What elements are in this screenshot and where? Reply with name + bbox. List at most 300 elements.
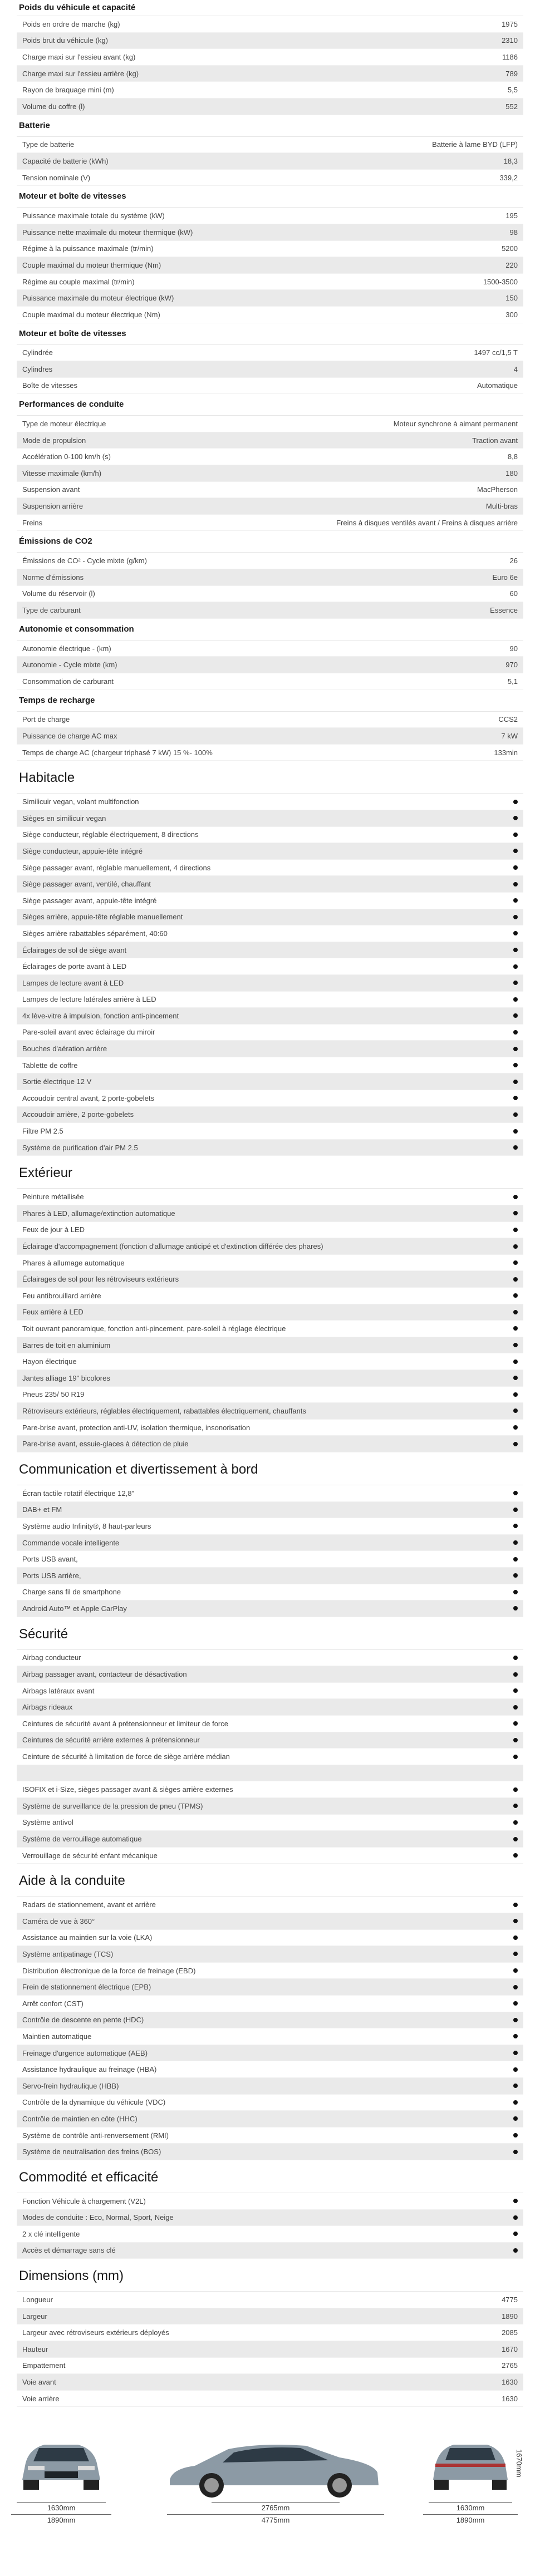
feature-row [17, 1238, 523, 1255]
section-11 [0, 1617, 540, 1864]
row-value: CCS2 [498, 715, 518, 724]
feature-row [17, 1979, 523, 1996]
section-rows [17, 1896, 523, 2160]
spec-row [17, 482, 523, 499]
row-label: Sortie électrique 12 V [22, 1077, 92, 1086]
row-label: Éclairages de porte avant à LED [22, 962, 127, 971]
row-label: Largeur [22, 2312, 47, 2321]
row-label: Airbag conducteur [22, 1653, 81, 1662]
row-label: Frein de stationnement électrique (EPB) [22, 1983, 151, 1992]
row-value: 26 [509, 556, 518, 565]
included-dot-icon [513, 2100, 518, 2105]
row-label: Puissance maximale totale du système (kW) [22, 211, 165, 220]
row-label: 4x lève-vitre à impulsion, fonction anti-pincement [22, 1011, 179, 1020]
included-dot-icon [513, 1755, 518, 1759]
row-value: 8,8 [507, 452, 518, 461]
wheelbase-dimension: 2765mm [261, 2504, 290, 2513]
spec-row [17, 2358, 523, 2375]
row-label: Freinage d'urgence automatique (AEB) [22, 2048, 148, 2057]
feature-row [17, 2095, 523, 2111]
spec-row [17, 290, 523, 307]
feature-row [17, 2028, 523, 2045]
row-label: Émissions de CO² - Cycle mixte (g/km) [22, 556, 147, 565]
included-dot-icon [513, 1145, 518, 1150]
row-label: Siège passager avant, réglable manuellement, 4 directions [22, 863, 211, 872]
row-label: Accoudoir arrière, 2 porte-gobelets [22, 1110, 134, 1119]
row-label: Ports USB avant, [22, 1555, 78, 1564]
included-dot-icon [513, 865, 518, 870]
row-label: Feux arrière à LED [22, 1308, 84, 1317]
section-title: Communication et divertissement à bord [19, 1461, 258, 1477]
spec-row [17, 241, 523, 258]
feature-row [17, 1140, 523, 1156]
spec-row [17, 33, 523, 50]
row-label: Éclairages de sol pour les rétroviseurs extérieurs [22, 1275, 179, 1284]
row-label: Système antipatinage (TCS) [22, 1949, 114, 1958]
included-dot-icon [513, 1606, 518, 1610]
section-0 [0, 0, 540, 115]
row-value: 1630 [502, 2394, 518, 2403]
feature-row [17, 1436, 523, 1452]
row-label: Accélération 0-100 km/h (s) [22, 452, 111, 461]
spec-row [17, 498, 523, 515]
feature-row [17, 975, 523, 992]
spec-row [17, 208, 523, 224]
included-dot-icon [513, 1853, 518, 1858]
feature-row [17, 1485, 523, 1502]
spec-row [17, 553, 523, 569]
row-value: Moteur synchrone à aimant permanent [393, 420, 518, 428]
row-label: Poids brut du véhicule (kg) [22, 36, 108, 45]
spec-row [17, 2341, 523, 2358]
feature-row [17, 2061, 523, 2078]
section-4 [0, 394, 540, 531]
row-value: 789 [505, 69, 518, 78]
section-title: Moteur et boîte de vitesses [19, 191, 126, 201]
feature-row [17, 1205, 523, 1222]
row-value: 4775 [502, 2296, 518, 2304]
row-label: Cylindres [22, 365, 53, 373]
row-label: Phares à LED, allumage/extinction automatique [22, 1209, 175, 1218]
section-3 [0, 323, 540, 395]
row-label: Boîte de vitesses [22, 381, 77, 390]
row-label: Pneus 235/ 50 R19 [22, 1390, 85, 1399]
feature-row [17, 1815, 523, 1831]
included-dot-icon [513, 981, 518, 985]
feature-row [17, 1781, 523, 1798]
included-dot-icon [513, 1030, 518, 1035]
row-label: Charge maxi sur l'essieu avant (kg) [22, 52, 136, 61]
row-label: Consommation de carburant [22, 677, 114, 686]
row-value: 5,1 [507, 677, 518, 686]
row-label: Écran tactile rotatif électrique 12,8" [22, 1489, 135, 1498]
height-dimension: 1670mm [515, 2449, 523, 2478]
row-label: Feu antibrouillard arrière [22, 1291, 101, 1300]
included-dot-icon [513, 2133, 518, 2137]
feature-row [17, 843, 523, 860]
feature-row [17, 992, 523, 1008]
row-value: 1975 [502, 19, 518, 28]
feature-row [17, 1057, 523, 1074]
included-dot-icon [513, 1277, 518, 1282]
included-dot-icon [513, 1804, 518, 1808]
row-value: 133min [494, 748, 518, 757]
feature-row [17, 2045, 523, 2062]
row-value: 5,5 [507, 86, 518, 95]
row-label: Bouches d'aération arrière [22, 1045, 107, 1053]
row-value: 339,2 [499, 173, 518, 182]
spec-row [17, 153, 523, 170]
spec-row [17, 82, 523, 98]
row-label: Lampes de lecture avant à LED [22, 978, 124, 987]
feature-row [17, 1337, 523, 1354]
row-label: Système de purification d'air PM 2.5 [22, 1143, 138, 1152]
included-dot-icon [513, 2084, 518, 2088]
section-title: Sécurité [19, 1626, 68, 1642]
included-dot-icon [513, 1590, 518, 1594]
section-7 [0, 690, 540, 761]
section-5 [0, 531, 540, 618]
row-label: Sièges arrière, appuie-tête réglable manuellement [22, 913, 183, 922]
spec-row [17, 224, 523, 241]
row-value: 220 [505, 260, 518, 269]
included-dot-icon [513, 1672, 518, 1677]
feature-row [17, 1930, 523, 1947]
spec-row [17, 2292, 523, 2308]
section-rows [17, 793, 523, 1156]
row-label: Pare-brise avant, essuie-glaces à détection de pluie [22, 1440, 189, 1449]
included-dot-icon [513, 2199, 518, 2203]
spec-row [17, 602, 523, 619]
included-dot-icon [513, 2067, 518, 2072]
feature-row [17, 2243, 523, 2259]
included-dot-icon [513, 1376, 518, 1380]
row-label: Sièges en similicuir vegan [22, 814, 106, 822]
feature-row [17, 1963, 523, 1979]
feature-row [17, 1090, 523, 1107]
included-dot-icon [513, 1260, 518, 1265]
row-label: Contrôle de maintien en côte (HHC) [22, 2114, 138, 2123]
row-label: ISOFIX et i-Size, sièges passager avant & sièges arrière externes [22, 1785, 233, 1794]
section-title: Émissions de CO2 [19, 536, 92, 546]
row-label: DAB+ et FM [22, 1505, 62, 1514]
row-value: 1630 [502, 2378, 518, 2387]
row-value: 1670 [502, 2344, 518, 2353]
feature-row [17, 2193, 523, 2210]
feature-row [17, 1008, 523, 1025]
included-dot-icon [513, 2018, 518, 2022]
row-value: Traction avant [472, 436, 518, 445]
section-title: Temps de recharge [19, 695, 95, 705]
included-dot-icon [513, 915, 518, 919]
feature-row [17, 1535, 523, 1551]
section-title: Autonomie et consommation [19, 624, 134, 634]
included-dot-icon [513, 2116, 518, 2121]
row-label: Couple maximal du moteur thermique (Nm) [22, 260, 161, 269]
feature-row [17, 2111, 523, 2127]
included-dot-icon [513, 849, 518, 853]
row-value: 98 [509, 228, 518, 237]
row-label: Lampes de lecture latérales arrière à LED [22, 995, 156, 1004]
feature-row [17, 1107, 523, 1124]
row-value: 1500-3500 [483, 277, 518, 286]
row-label: Mode de propulsion [22, 436, 86, 445]
section-title: Commodité et efficacité [19, 2169, 159, 2185]
row-label: Rétroviseurs extérieurs, réglables électriquement, rabattables électriquement, chauffants [22, 1406, 306, 1415]
feature-row [17, 1848, 523, 1864]
included-dot-icon [513, 1425, 518, 1430]
row-label: Couple maximal du moteur électrique (Nm) [22, 310, 160, 319]
included-dot-icon [513, 1096, 518, 1100]
row-label: Siège passager avant, ventilé, chauffant [22, 880, 151, 889]
included-dot-icon [513, 1408, 518, 1413]
row-label: Voie arrière [22, 2394, 60, 2403]
feature-row [17, 1518, 523, 1535]
row-label: Contrôle de la dynamique du véhicule (VDC) [22, 2098, 166, 2107]
section-rows [17, 640, 523, 690]
included-dot-icon [513, 948, 518, 952]
wheelbase-line [212, 2502, 340, 2503]
feature-row [17, 1699, 523, 1716]
feature-row [17, 2210, 523, 2227]
row-value: 2085 [502, 2328, 518, 2337]
row-label: Assistance hydraulique au freinage (HBA) [22, 2065, 157, 2074]
feature-row [17, 1222, 523, 1239]
row-label: Charge sans fil de smartphone [22, 1588, 121, 1597]
front-track-dimension: 1630mm [47, 2504, 76, 2513]
row-value: 195 [505, 211, 518, 220]
row-label: Accès et démarrage sans clé [22, 2246, 116, 2255]
rear-track-dimension: 1630mm [456, 2504, 485, 2513]
spec-row [17, 2391, 523, 2407]
included-dot-icon [513, 1013, 518, 1018]
included-dot-icon [513, 1820, 518, 1825]
row-label: Siège conducteur, réglable électriquement, 8 directions [22, 830, 199, 839]
spec-row [17, 465, 523, 482]
spec-row [17, 586, 523, 603]
row-label: Siège passager avant, appuie-tête intégré [22, 896, 157, 905]
section-14 [0, 2259, 540, 2407]
row-label: Sièges arrière rabattables séparément, 40:60 [22, 929, 168, 938]
row-label: Volume du coffre (l) [22, 102, 85, 111]
row-label: Filtre PM 2.5 [22, 1127, 63, 1136]
included-dot-icon [513, 1524, 518, 1528]
included-dot-icon [513, 1656, 518, 1660]
row-label: Régime à la puissance maximale (tr/min) [22, 244, 154, 253]
spec-row [17, 641, 523, 657]
included-dot-icon [513, 1047, 518, 1051]
feature-row [17, 1716, 523, 1732]
row-label: Autonomie électrique - (km) [22, 644, 111, 653]
row-label: Éclairages de sol de siège avant [22, 945, 127, 954]
spec-row [17, 449, 523, 465]
feature-row [17, 1123, 523, 1140]
row-label: Système de neutralisation des freins (BOS) [22, 2148, 161, 2156]
row-label: Peinture métallisée [22, 1193, 84, 1201]
row-label: Vitesse maximale (km/h) [22, 469, 102, 477]
front-width-dimension: 1890mm [47, 2516, 76, 2525]
section-title: Aide à la conduite [19, 1873, 125, 1889]
feature-row [17, 1683, 523, 1700]
section-title: Batterie [19, 120, 50, 130]
feature-row [17, 1600, 523, 1617]
included-dot-icon [513, 1968, 518, 1973]
spec-row [17, 274, 523, 290]
row-value: Multi-bras [485, 502, 518, 511]
row-label: Pare-brise avant, protection anti-UV, isolation thermique, insonorisation [22, 1423, 251, 1432]
feature-row [17, 1897, 523, 1913]
spec-row [17, 673, 523, 690]
row-label: Jantes alliage 19" bicolores [22, 1373, 110, 1382]
row-value: 1186 [502, 52, 518, 61]
front-width-line [11, 2514, 111, 2515]
feature-row [17, 1551, 523, 1568]
included-dot-icon [513, 1211, 518, 1215]
row-label: Servo-frein hydraulique (HBB) [22, 2081, 119, 2090]
row-label: Tablette de coffre [22, 1061, 78, 1070]
included-dot-icon [513, 1112, 518, 1117]
row-label: Caméra de vue à 360° [22, 1917, 95, 1925]
row-label: Maintien automatique [22, 2032, 92, 2041]
feature-row [17, 909, 523, 926]
row-label: Toit ouvrant panoramique, fonction anti-pincement, pare-soleil à réglage électrique [22, 1324, 286, 1333]
row-value: Automatique [477, 381, 518, 390]
row-label: Ceintures de sécurité avant à prétensionneur et limiteur de force [22, 1719, 228, 1728]
row-label: Puissance maximale du moteur électrique (kW) [22, 294, 174, 303]
length-line [167, 2514, 384, 2515]
row-label: Type de carburant [22, 606, 81, 615]
feature-row [17, 1732, 523, 1749]
row-value: Essence [490, 606, 518, 615]
spec-row [17, 345, 523, 362]
spec-row [17, 432, 523, 449]
row-label: Type de batterie [22, 140, 75, 149]
section-rows [17, 2193, 523, 2259]
row-label: 2 x clé intelligente [22, 2229, 80, 2238]
row-label: Autonomie - Cycle mixte (km) [22, 661, 117, 669]
spec-row [17, 745, 523, 761]
row-label: Volume du réservoir (l) [22, 589, 95, 598]
included-dot-icon [513, 1705, 518, 1710]
spec-row [17, 98, 523, 115]
spec-row [17, 170, 523, 186]
row-value: 2765 [502, 2361, 518, 2370]
feature-row [17, 1568, 523, 1584]
feature-row [17, 1255, 523, 1272]
row-label: Modes de conduite : Eco, Normal, Sport, Neige [22, 2213, 174, 2222]
row-label: Ports USB arrière, [22, 1571, 81, 1580]
row-value: 7 kW [501, 731, 518, 740]
included-dot-icon [513, 1985, 518, 1989]
feature-row [17, 876, 523, 893]
row-label: Ceintures de sécurité arrière externes à prétensionneur [22, 1736, 200, 1745]
spec-row [17, 137, 523, 154]
spec-row [17, 2324, 523, 2341]
row-value: Batterie à lame BYD (LFP) [432, 140, 518, 149]
section-rows [17, 1649, 523, 1864]
included-dot-icon [513, 800, 518, 804]
spec-row [17, 257, 523, 274]
included-dot-icon [513, 2034, 518, 2038]
section-title: Moteur et boîte de vitesses [19, 328, 126, 338]
row-label: Ceinture de sécurité à limitation de force de siège arrière médian [22, 1752, 230, 1761]
feature-row [17, 2144, 523, 2160]
row-label: Airbags rideaux [22, 1703, 73, 1712]
row-label: Puissance nette maximale du moteur thermique (kW) [22, 228, 193, 237]
row-label: Cylindrée [22, 348, 53, 357]
feature-row [17, 2012, 523, 2029]
section-1 [0, 115, 540, 186]
row-label: Verrouillage de sécurité enfant mécanique [22, 1851, 158, 1860]
car-side-view-image [161, 2438, 384, 2499]
feature-row [17, 1370, 523, 1387]
included-dot-icon [513, 833, 518, 837]
row-value: 4 [513, 365, 518, 373]
row-value: Freins à disques ventilés avant / Freins à disques arrière [336, 518, 518, 527]
feature-row [17, 1025, 523, 1041]
spec-row [17, 307, 523, 323]
included-dot-icon [513, 2001, 518, 2006]
spec-row [17, 49, 523, 66]
included-dot-icon [513, 1919, 518, 1923]
length-dimension: 4775mm [261, 2516, 290, 2525]
row-label: Système de surveillance de la pression de pneu (TPMS) [22, 1801, 203, 1810]
included-dot-icon [513, 1573, 518, 1578]
feature-row [17, 1420, 523, 1436]
feature-row [17, 810, 523, 827]
feature-row [17, 1996, 523, 2012]
row-label: Régime au couple maximal (tr/min) [22, 277, 135, 286]
row-label: Feux de jour à LED [22, 1225, 85, 1234]
included-dot-icon [513, 1787, 518, 1792]
section-rows [17, 2291, 523, 2407]
feature-row [17, 1288, 523, 1304]
section-rows [17, 711, 523, 761]
row-label: Hayon électrique [22, 1357, 77, 1366]
section-9 [0, 1156, 540, 1452]
row-label: Capacité de batterie (kWh) [22, 156, 109, 165]
section-12 [0, 1864, 540, 2160]
feature-row [17, 893, 523, 909]
row-label: Airbags latéraux avant [22, 1686, 95, 1695]
included-dot-icon [513, 2150, 518, 2154]
row-label: Contrôle de descente en pente (HDC) [22, 2016, 144, 2025]
included-dot-icon [513, 2215, 518, 2220]
section-rows [17, 415, 523, 531]
row-label: Fonction Véhicule à chargement (V2L) [22, 2196, 146, 2205]
included-dot-icon [513, 2051, 518, 2055]
feature-row [17, 1403, 523, 1420]
row-label: Voie avant [22, 2378, 56, 2387]
row-label: Empattement [22, 2361, 66, 2370]
row-label: Poids en ordre de marche (kg) [22, 19, 120, 28]
feature-row [17, 925, 523, 942]
spec-row [17, 515, 523, 531]
row-value: 18,3 [503, 156, 518, 165]
row-label: Commande vocale intelligente [22, 1538, 120, 1547]
included-dot-icon [513, 1540, 518, 1545]
row-label: Hauteur [22, 2344, 48, 2353]
section-rows [17, 136, 523, 186]
row-label: Système audio Infinity®, 8 haut-parleurs [22, 1521, 151, 1530]
section-title: Habitacle [19, 770, 75, 786]
row-label: Radars de stationnement, avant et arrière [22, 1900, 156, 1909]
section-2 [0, 186, 540, 323]
included-dot-icon [513, 1508, 518, 1512]
row-label: Similicuir vegan, volant multifonction [22, 797, 139, 806]
row-label: Port de charge [22, 715, 70, 724]
row-value: 60 [509, 589, 518, 598]
